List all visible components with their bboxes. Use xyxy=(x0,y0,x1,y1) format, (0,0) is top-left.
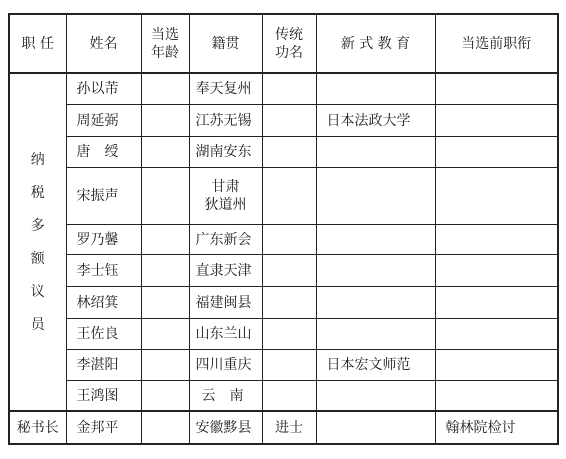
member-name: 唐 绶 xyxy=(66,137,141,168)
table-row xyxy=(9,287,558,319)
member-new-education xyxy=(316,319,435,350)
header-age-line1: 当选 xyxy=(151,26,179,43)
header-name: 姓名 xyxy=(66,14,141,73)
member-new-education xyxy=(316,225,435,255)
member-traditional-degree xyxy=(262,105,316,137)
secretary-traditional-degree: 进士 xyxy=(262,411,316,444)
member-previous-rank xyxy=(435,137,558,168)
header-age xyxy=(141,14,189,73)
secretary-age xyxy=(141,411,189,444)
table-row xyxy=(9,350,558,381)
group-role-char: 纳 xyxy=(30,151,45,168)
member-name: 李湛阳 xyxy=(66,350,141,381)
member-native-place: 湖南安东 xyxy=(189,137,262,168)
table-row xyxy=(9,168,558,225)
secretary-new-education xyxy=(316,411,435,444)
header-previous-rank: 当选前职衔 xyxy=(435,14,558,73)
header-native-place: 籍贯 xyxy=(189,14,262,73)
secretary-role: 秘书长 xyxy=(9,411,66,444)
member-name: 周延弼 xyxy=(66,105,141,137)
table-row xyxy=(9,255,558,287)
member-native-place: 山东兰山 xyxy=(189,319,262,350)
member-traditional-degree xyxy=(262,381,316,412)
member-traditional-degree xyxy=(262,287,316,319)
group-role-char: 额 xyxy=(30,250,45,267)
member-previous-rank xyxy=(435,225,558,255)
member-age xyxy=(141,319,189,350)
member-new-education xyxy=(316,287,435,319)
member-native-place: 广东新会 xyxy=(189,225,262,255)
member-native-place xyxy=(189,168,262,225)
header-role: 职 任 xyxy=(9,14,66,73)
member-previous-rank xyxy=(435,350,558,381)
member-previous-rank xyxy=(435,287,558,319)
member-traditional-degree xyxy=(262,168,316,225)
header-new-education: 新 式 教 育 xyxy=(316,14,435,73)
member-native-place: 四川重庆 xyxy=(189,350,262,381)
member-name: 王鸿图 xyxy=(66,381,141,412)
member-native-place: 云 南 xyxy=(189,381,262,412)
secretary-row xyxy=(9,411,558,444)
member-new-education xyxy=(316,73,435,105)
table-row xyxy=(9,105,558,137)
group-role-char: 议 xyxy=(30,283,45,300)
member-age xyxy=(141,255,189,287)
member-previous-rank xyxy=(435,73,558,105)
member-previous-rank xyxy=(435,105,558,137)
member-new-education xyxy=(316,137,435,168)
member-traditional-degree xyxy=(262,350,316,381)
secretary-previous-rank: 翰林院检讨 xyxy=(435,411,558,444)
member-age xyxy=(141,105,189,137)
member-name: 林绍箕 xyxy=(66,287,141,319)
member-native-place: 福建闽县 xyxy=(189,287,262,319)
member-new-education xyxy=(316,381,435,412)
member-traditional-degree xyxy=(262,319,316,350)
member-table xyxy=(8,13,559,445)
member-traditional-degree xyxy=(262,255,316,287)
member-native-line1: 甘肃 xyxy=(211,179,240,195)
member-new-education: 日本法政大学 xyxy=(316,105,435,137)
secretary-native-place: 安徽黟县 xyxy=(189,411,262,444)
group-role-char: 多 xyxy=(30,217,45,234)
member-name: 李士钰 xyxy=(66,255,141,287)
group-role-cell xyxy=(9,73,66,411)
member-native-place: 奉天复州 xyxy=(189,73,262,105)
table-row xyxy=(9,73,558,105)
header-trad-line2: 功名 xyxy=(275,44,303,61)
member-previous-rank xyxy=(435,168,558,225)
member-native-place: 直隶天津 xyxy=(189,255,262,287)
table-row xyxy=(9,319,558,350)
header-traditional-degree xyxy=(262,14,316,73)
member-native-place: 江苏无锡 xyxy=(189,105,262,137)
member-native-line2: 狄道州 xyxy=(204,197,247,213)
member-name: 王佐良 xyxy=(66,319,141,350)
group-role-char: 员 xyxy=(30,316,45,333)
member-name: 罗乃馨 xyxy=(66,225,141,255)
member-previous-rank xyxy=(435,381,558,412)
member-traditional-degree xyxy=(262,225,316,255)
member-name: 孙以芾 xyxy=(66,73,141,105)
member-age xyxy=(141,287,189,319)
header-row xyxy=(9,14,558,73)
member-new-education xyxy=(316,168,435,225)
header-trad-line1: 传统 xyxy=(275,26,303,43)
member-age xyxy=(141,350,189,381)
table-row xyxy=(9,381,558,412)
member-new-education: 日本宏文师范 xyxy=(316,350,435,381)
table-row xyxy=(9,137,558,168)
table-row xyxy=(9,225,558,255)
secretary-name: 金邦平 xyxy=(66,411,141,444)
member-age xyxy=(141,168,189,225)
member-age xyxy=(141,381,189,412)
member-age xyxy=(141,137,189,168)
member-name: 宋振声 xyxy=(66,168,141,225)
member-age xyxy=(141,73,189,105)
member-new-education xyxy=(316,255,435,287)
member-age xyxy=(141,225,189,255)
member-previous-rank xyxy=(435,319,558,350)
member-traditional-degree xyxy=(262,137,316,168)
group-role-char: 税 xyxy=(30,184,45,201)
header-age-line2: 年龄 xyxy=(151,44,179,61)
member-traditional-degree xyxy=(262,73,316,105)
member-previous-rank xyxy=(435,255,558,287)
